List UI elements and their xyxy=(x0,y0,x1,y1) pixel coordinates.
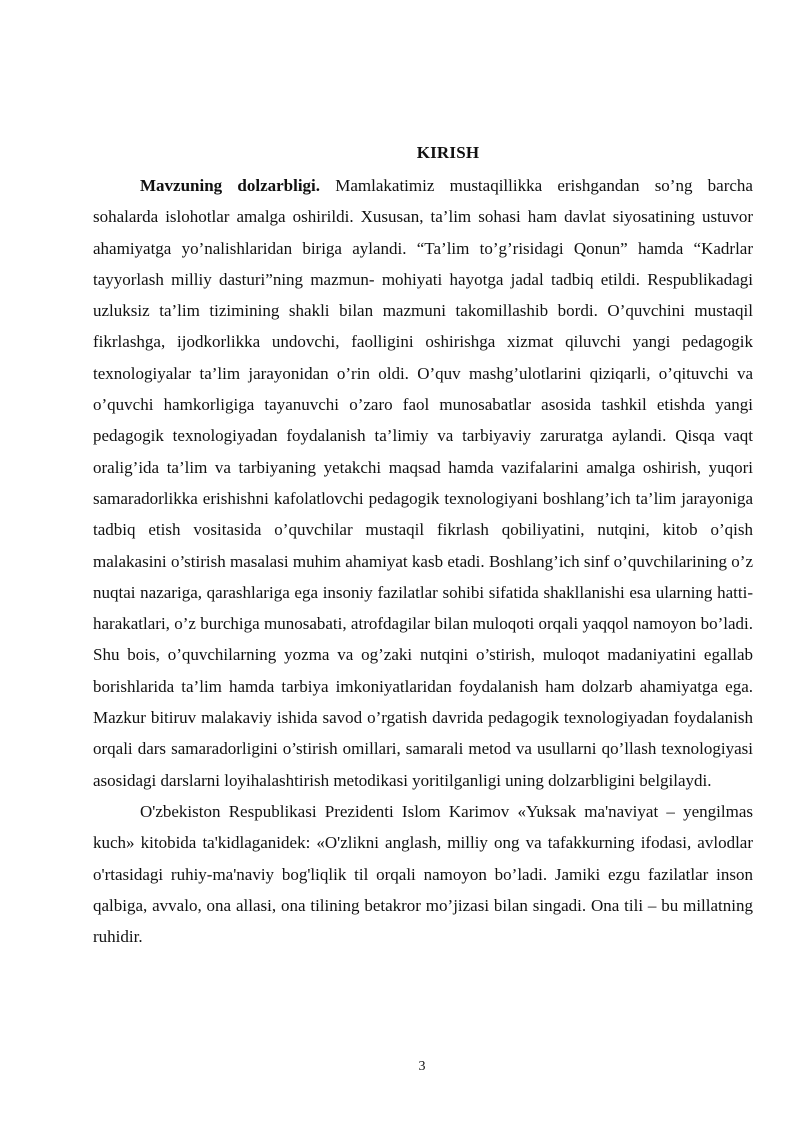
section-heading: KIRISH xyxy=(416,143,480,162)
paragraph-text: O'zbekiston Respublikasi Prezidenti Islom Karimov «Yuksak ma'naviyat – yengilmas kuch» kitobida ta'kidlaganidek: «O'zlikni anglash, milliy ong va tafakkurning ifodasi, avlodlar o'rtasidagi ruhiy-ma'naviy bog'liqlik til orqali namoyon bo’ladi. Jamiki ezgu fazilatlar inson qalbiga, avvalo, ona allasi, ona tilining betakror mo’jizasi bilan singadi. Ona tili – bu millatning ruhidir. xyxy=(93,801,753,947)
paragraph-quote xyxy=(93,796,753,952)
document-body xyxy=(93,170,753,952)
paragraph-text: Mamlakatimiz mustaqillikka erishgandan so’ng barcha sohalarda islohotlar amalga oshirildi. Xususan, ta’lim sohasi ham davlat siyosatining ustuvor ahamiyatga yo’nalishlaridan biriga aylandi. “Ta’lim to’g’risidagi Qonun” hamda “Kadrlar tayyorlash milliy dasturi”ning mazmun- mohiyati hayotga jadal tadbiq etildi. Respublikadagi uzluksiz ta’lim tizimining shakli bilan mazmuni takomillashib bordi. O’quvchini mustaqil fikrlashga, ijodkorlikka undovchi, faolligini oshirishga xizmat qiluvchi yangi pedagogik texnologiyalar ta’lim jarayonidan o’rin oldi. O’quv mashg’ulotlarini qiziqarli, o’qituvchi va o’quvchi hamkorligiga tayanuvchi o’zaro faol munosabatlar asosida tashkil etishda yangi pedagogik texnologiyadan foydalanish ta’limiy va tarbiyaviy zaruratga aylandi. Qisqa vaqt oralig’ida ta’lim va tarbiyaning yetakchi maqsad hamda vazifalarini amalga oshirish, yuqori samaradorlikka erishishni kafolatlovchi pedagogik texnologiyani boshlang’ich ta’lim jarayoniga tadbiq etish vositasida o’quvchilar mustaqil fikrlash qobiliyatini, nutqini, kitob o’qish malakasini o’stirish masalasi muhim ahamiyat kasb etadi. Boshlang’ich sinf o’quvchilarining o’z nuqtai nazariga, qarashlariga ega insoniy fazilatlar sohibi sifatida shakllanishi esa ularning hatti-harakatlari, o’z burchiga munosabati, atrofdagilar bilan muloqoti orqali yaqqol namoyon bo’ladi. Shu bois, o’quvchilarning yozma va og’zaki nutqini o’stirish, muloqot madaniyatini egallab borishlarida ta’lim hamda tarbiya imkoniyatlaridan foydalanish ham dolzarb ahamiyatga ega. Mazkur bitiruv malakaviy ishida savod o’rgatish davrida pedagogik texnologiyadan foydalanish orqali dars samaradorligini o’stirish omillari, samarali metod va usullarni qo’llash texnologiyasi asosidagi darslarni loyihalashtirish metodikasi yoritilganligi uning dolzarbligini belgilaydi. xyxy=(93,176,753,790)
paragraph-relevance xyxy=(93,170,753,796)
paragraph-lead: Mavzuning dolzarbligi. xyxy=(140,176,321,195)
page-number: 3 xyxy=(418,1059,426,1074)
